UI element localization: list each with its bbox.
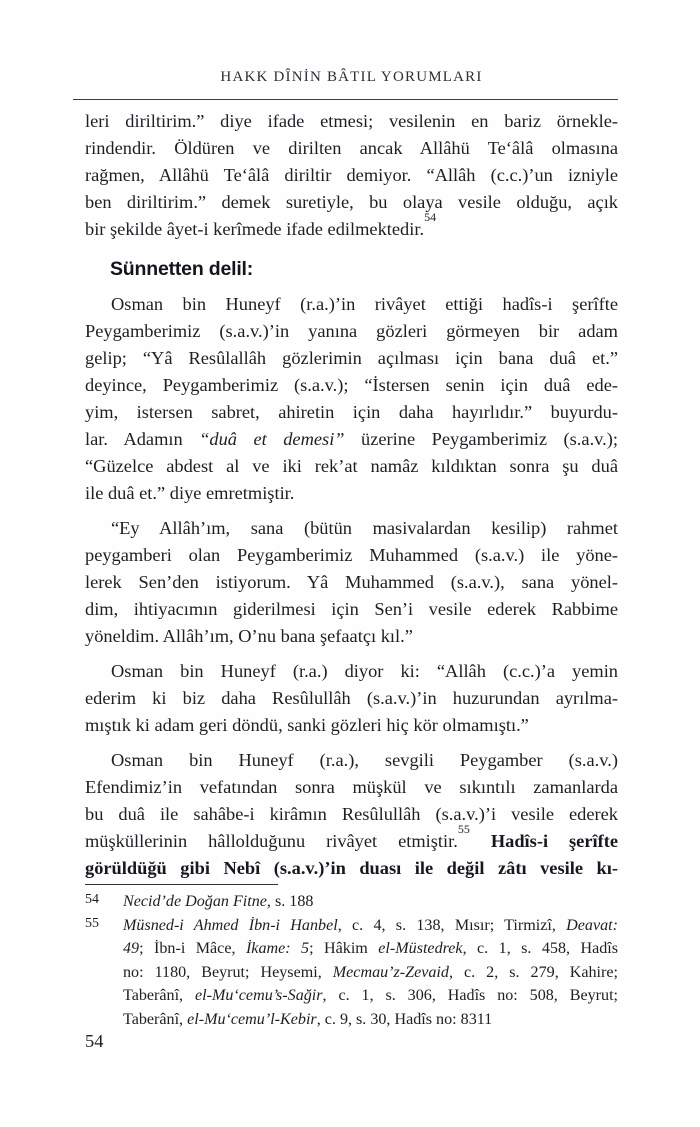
text-line: [85, 480, 618, 507]
italic-text: Mecmau’z-Zevaid: [332, 963, 449, 981]
footnote-ref: 55: [457, 821, 470, 836]
header-rule: [73, 99, 618, 100]
text-run: , c. 1, s. 306, Hadîs no: 508, Beyrut;: [322, 987, 619, 1004]
text-line: [85, 801, 618, 828]
text-line: [85, 685, 618, 712]
italic-text: Necid’de Doğan Fitne: [123, 893, 267, 910]
footnote-item: [85, 890, 618, 914]
text-run: , c. 2, s. 279, Kahire;: [448, 963, 618, 981]
running-header: HAKK DÎNİN BÂTIL YORUMLARI: [220, 69, 483, 85]
page-number: 54: [85, 1031, 104, 1051]
text-run: Osman bin Huneyf (r.a.) diyor ki: “Allâh (c.c.)’a yemin: [111, 661, 618, 681]
text-run: Osman bin Huneyf (r.a.)’in rivâyet ettiği hadîs-i şerîfte: [111, 294, 618, 314]
footnote-rule: [85, 884, 278, 885]
text-line: [85, 372, 618, 399]
text-line: [85, 855, 618, 882]
text-run: üzerine Peygamberimiz (s.a.v.);: [344, 429, 618, 449]
footnote-item: [85, 914, 618, 1032]
footnotes: [85, 884, 618, 1031]
footnote-number: 55: [85, 915, 99, 931]
italic-text: “duâ et demesi”: [199, 429, 345, 449]
text-run: yöneldim. Allâh’ım, O’nu bana şefaatçı kıl.”: [85, 626, 413, 646]
text-line: [85, 209, 618, 243]
text-line: [85, 658, 618, 685]
footnote-number: 54: [85, 892, 99, 907]
text-run: ; İbn-i Mâce,: [139, 940, 246, 957]
text-line: [85, 108, 618, 135]
text-run: “Güzelce abdest al ve iki rek’at namâz kıldıktan sonra şu duâ: [85, 456, 618, 476]
text-run: dim, ihtiyacımın giderilmesi için Sen’i vesile ederek Rabbime: [85, 599, 618, 619]
text-line: [85, 453, 618, 480]
text-line: [85, 135, 618, 162]
text-run: deyince, Peygamberimiz (s.a.v.); “İstersen senin için duâ ede-: [85, 375, 618, 395]
text-line: [85, 774, 618, 801]
text-run: ; Hâkim: [309, 940, 379, 957]
text-run: gelip; “Yâ Resûlallâh gözlerimin açılması için bana duâ et.”: [85, 348, 618, 368]
text-line: [85, 345, 618, 372]
paragraph: [85, 515, 618, 650]
text-run: yim, istersen sabret, ahiretin için daha hayırlıdır.” buyurdu-: [85, 402, 618, 422]
text-line: [85, 399, 618, 426]
text-run: Osman bin Huneyf (r.a.), sevgili Peygamber (s.a.v.): [111, 750, 618, 770]
text-run: “Ey Allâh’ım, sana (bütün masivalardan kesilip) rahmet: [111, 518, 618, 538]
text-line: [85, 162, 618, 189]
text-line: [85, 189, 618, 216]
text-line: [85, 596, 618, 623]
body-text: [85, 108, 618, 890]
paragraph: [85, 291, 618, 507]
text-run: peygamberi olan Peygamberimiz Muhammed (s.a.v.) ile yöne-: [85, 545, 618, 565]
text-run: Taberânî,: [123, 987, 195, 1004]
text-run: ile duâ et.” diye emretmiştir.: [85, 483, 295, 503]
text-run: rağmen, Allâhü Te‘âlâ diriltir demiyor. “Allâh (c.c.)’un izniyle: [85, 165, 618, 185]
italic-text: el-Müstedrek: [378, 940, 463, 957]
text-line: [85, 747, 618, 774]
italic-text: Müsned-i Ahmed İbn-i Hanbel: [123, 916, 338, 934]
footnote-list: [85, 890, 618, 1031]
bold-text: Hadîs-i şerîfte: [490, 831, 618, 851]
text-run: , s. 188: [266, 893, 314, 910]
text-run: [470, 831, 491, 851]
text-line: [85, 623, 618, 650]
italic-text: el-Mu‘cemu’s-Sağir: [195, 987, 323, 1004]
section-heading: Sünnetten delil:: [110, 258, 254, 280]
text-run: Taberânî,: [123, 1010, 188, 1028]
text-line: [123, 1008, 618, 1032]
paragraph: [85, 108, 618, 243]
paragraph: [85, 747, 618, 882]
text-line: [123, 914, 618, 938]
text-line: [85, 318, 618, 345]
text-line: [85, 712, 618, 739]
text-run: lar. Adamın: [85, 429, 200, 449]
text-line: [85, 542, 618, 569]
text-line: [123, 961, 618, 985]
text-run: bu duâ ile sahâbe-i kirâmın Resûlullâh (s.a.v.)’i vesile ederek: [85, 804, 618, 824]
text-run: Peygamberimiz (s.a.v.)’in yanına gözleri görmeyen bir adam: [85, 321, 618, 341]
text-run: no: 1180, Beyrut; Heysemi,: [123, 963, 333, 981]
text-line: [85, 291, 618, 318]
paragraph: [85, 658, 618, 739]
italic-text: 49: [123, 940, 140, 957]
text-run: leri diriltirim.” diye ifade etmesi; vesilenin en bariz örnekle-: [85, 111, 618, 131]
text-line: [85, 426, 618, 453]
text-run: rindendir. Öldüren ve dirilten ancak Allâhü Te‘âlâ olmasına: [85, 138, 618, 158]
text-line: [123, 937, 618, 961]
text-run: , c. 1, s. 458, Hadîs: [462, 940, 619, 957]
text-line: [85, 515, 618, 542]
text-line: [123, 890, 618, 914]
text-run: Efendimiz’in vefatından sonra müşkül ve sıkıntılı zamanlarda: [85, 777, 618, 797]
footnote-ref: 54: [424, 209, 437, 224]
italic-text: İkame: 5: [245, 940, 310, 957]
text-run: bir şekilde âyet-i kerîmede ifade edilmektedir.: [85, 219, 425, 239]
bold-text: görüldüğü gibi Nebî (s.a.v.)’in duası ile değil zâtı vesile kı-: [85, 858, 618, 878]
italic-text: Deavat:: [566, 916, 619, 934]
italic-text: el-Mu‘cemu’l-Kebir: [187, 1010, 317, 1028]
text-run: , c. 9, s. 30, Hadîs no: 8311: [316, 1010, 493, 1028]
text-run: lerek Sen’den istiyorum. Yâ Muhammed (s.a.v.), sana yönel-: [85, 572, 618, 592]
text-run: , c. 4, s. 138, Mısır; Tirmizî,: [337, 916, 567, 934]
text-run: müşküllerinin hâllolduğunu rivâyet etmiştir.: [85, 831, 458, 851]
text-line: [123, 984, 618, 1008]
text-line: [85, 569, 618, 596]
text-line: [85, 821, 618, 855]
text-run: ben diriltirim.” demek suretiyle, bu olaya vesile olduğu, açık: [85, 192, 618, 212]
text-run: mıştık ki adam geri döndü, sanki gözleri hiç kör olmamıştı.”: [85, 715, 529, 735]
text-run: ederim ki biz daha Resûlullâh (s.a.v.)’in huzurundan ayrılma-: [85, 688, 618, 708]
